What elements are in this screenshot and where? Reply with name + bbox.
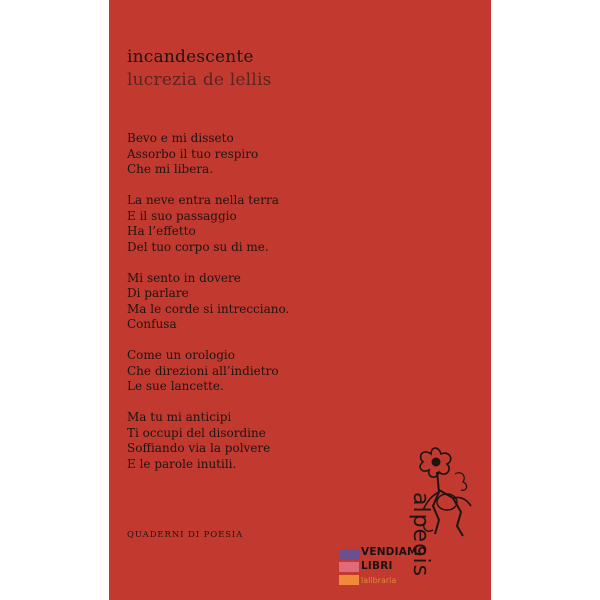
poem-line: Ti occupi del disordine bbox=[127, 425, 266, 440]
poem-line: Che direzioni all’indietro bbox=[127, 363, 279, 378]
sticker-bar bbox=[339, 562, 359, 572]
poem-line: Bevo e mi disseto bbox=[127, 131, 234, 145]
publisher-name: alpeois bbox=[408, 492, 433, 578]
poem-stanza bbox=[127, 193, 387, 255]
sticker-logo-icon bbox=[339, 543, 359, 591]
vendiamo-libri-sticker bbox=[339, 543, 427, 591]
poem-line: Come un orologio bbox=[127, 348, 235, 362]
poem-text bbox=[127, 131, 387, 488]
poem-line: Assorbo il tuo respiro bbox=[127, 146, 259, 161]
poem-line: Mi sento in dovere bbox=[127, 270, 241, 285]
book-author: lucrezia de lellis bbox=[127, 70, 272, 90]
sticker-bar bbox=[339, 549, 359, 559]
poem-stanza bbox=[127, 131, 387, 178]
poem-line: Ma tu mi anticipi bbox=[127, 410, 232, 424]
poem-line: La neve entra nella terra bbox=[127, 193, 279, 207]
sticker-line2: LIBRI bbox=[361, 560, 393, 572]
poem-line: E le parole inutili. bbox=[127, 456, 237, 471]
poem-line: Del tuo corpo su di me. bbox=[127, 239, 269, 254]
poem-line: Le sue lancette. bbox=[127, 379, 224, 393]
poem-stanza bbox=[127, 271, 387, 333]
poem-line: Ma le corde si intrecciano. bbox=[127, 301, 290, 316]
poem-stanza bbox=[127, 348, 387, 395]
poem-line: Che mi libera. bbox=[127, 162, 214, 176]
sticker-line3: lalibraria bbox=[361, 576, 397, 585]
poem-stanza bbox=[127, 410, 387, 472]
poem-line: Soffiando via la polvere bbox=[127, 441, 271, 455]
poem-line: Confusa bbox=[127, 317, 177, 331]
book-cover bbox=[109, 0, 491, 600]
poem-line: Di parlare bbox=[127, 286, 189, 300]
sticker-line1: VENDIAMO bbox=[361, 546, 427, 558]
poem-line: Ha l’effetto bbox=[127, 224, 196, 238]
poem-line: E il suo passaggio bbox=[127, 208, 237, 223]
book-title: incandescente bbox=[127, 47, 254, 67]
sticker-bar bbox=[339, 575, 359, 585]
series-label: QUADERNI DI POESIA bbox=[127, 530, 244, 540]
